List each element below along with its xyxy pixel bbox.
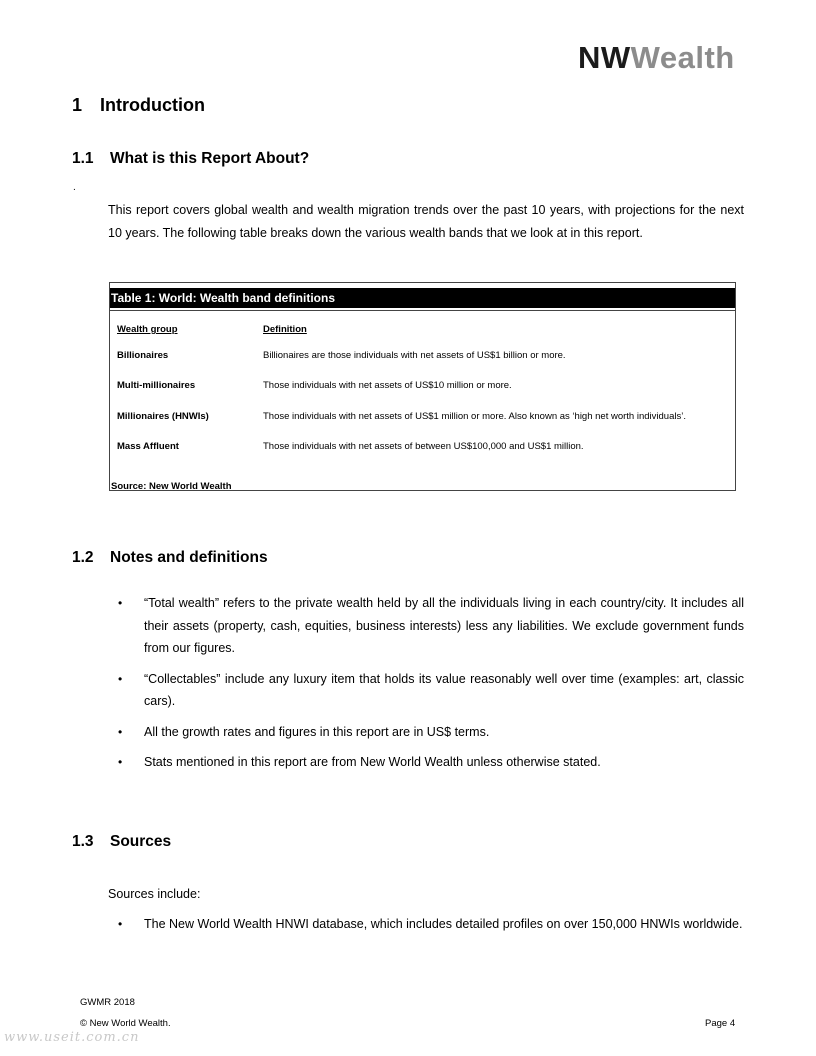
bullet-icon: • xyxy=(118,596,123,610)
list-item xyxy=(108,721,744,744)
subsection-title: Sources xyxy=(110,833,172,850)
subsection-heading-report-about xyxy=(72,150,309,168)
list-item xyxy=(108,913,744,936)
subsection-number: 1.3 xyxy=(72,833,94,850)
subsection-number: 1.1 xyxy=(72,150,94,167)
logo-wealth: Wealth xyxy=(630,40,735,75)
list-item xyxy=(108,751,744,774)
table-header-group: Wealth group xyxy=(117,324,178,335)
footer-copyright: © New World Wealth. xyxy=(80,1018,171,1029)
intro-paragraph: This report covers global wealth and wealth migration trends over the past 10 years, with projections for the next 10 years. The following table breaks down the various wealth bands that we look at in this report. xyxy=(108,203,744,240)
bullet-icon: • xyxy=(118,724,123,739)
list-item xyxy=(108,668,744,713)
table-cell-definition: Those individuals with net assets of US$1 million or more. Also known as ‘high net worth individuals’. xyxy=(263,411,686,422)
stray-mark: . xyxy=(73,182,76,193)
sources-list xyxy=(108,913,744,944)
list-item-text: “Total wealth” refers to the private wealth held by all the individuals living in each country/city. It includes all their assets (property, cash, equities, business interests) less any liabilities. We exclude government funds from our figures. xyxy=(144,596,744,655)
table-cell-definition: Those individuals with net assets of between US$100,000 and US$1 million. xyxy=(263,441,584,452)
bullet-icon: • xyxy=(118,671,123,686)
subsection-heading-notes xyxy=(72,549,268,567)
notes-list xyxy=(108,592,744,782)
list-item-text: All the growth rates and figures in this report are in US$ terms. xyxy=(144,724,490,739)
bullet-icon: • xyxy=(118,755,123,769)
sources-intro: Sources include: xyxy=(108,887,201,901)
table-cell-group: Multi-millionaires xyxy=(117,380,196,391)
wealth-band-table xyxy=(109,282,736,491)
subsection-title: What is this Report About? xyxy=(110,150,310,167)
list-item-text: “Collectables” include any luxury item that holds its value reasonably well over time (examples: art, classic cars). xyxy=(144,671,744,708)
table-source: Source: New World Wealth xyxy=(111,481,232,492)
table-header-definition: Definition xyxy=(263,324,307,335)
section-heading-introduction xyxy=(72,95,205,116)
table-cell-definition: Billionaires are those individuals with net assets of US$1 billion or more. xyxy=(263,350,566,361)
subsection-number: 1.2 xyxy=(72,549,94,566)
list-item-text: The New World Wealth HNWI database, which includes detailed profiles on over 150,000 HNWIs worldwide. xyxy=(144,917,743,931)
watermark: www.useit.com.cn xyxy=(4,1030,140,1045)
section-title: Introduction xyxy=(100,95,205,115)
table-cell-group: Millionaires (HNWIs) xyxy=(117,411,209,422)
company-logo xyxy=(578,40,735,76)
table-cell-group: Mass Affluent xyxy=(117,441,179,452)
footer-page-number: Page 4 xyxy=(705,1018,736,1029)
table-cell-group: Billionaires xyxy=(117,350,169,361)
subsection-title: Notes and definitions xyxy=(110,549,268,566)
bullet-icon: • xyxy=(118,917,123,931)
list-item-text: Stats mentioned in this report are from New World Wealth unless otherwise stated. xyxy=(144,755,601,769)
subsection-heading-sources xyxy=(72,833,171,851)
table-cell-definition: Those individuals with net assets of US$10 million or more. xyxy=(263,380,512,391)
footer-report-name: GWMR 2018 xyxy=(80,997,135,1008)
table-divider xyxy=(110,310,735,311)
table-title: Table 1: World: Wealth band definitions xyxy=(110,288,735,308)
section-number: 1 xyxy=(72,95,83,115)
list-item xyxy=(108,592,744,660)
logo-nw: NW xyxy=(578,40,631,75)
